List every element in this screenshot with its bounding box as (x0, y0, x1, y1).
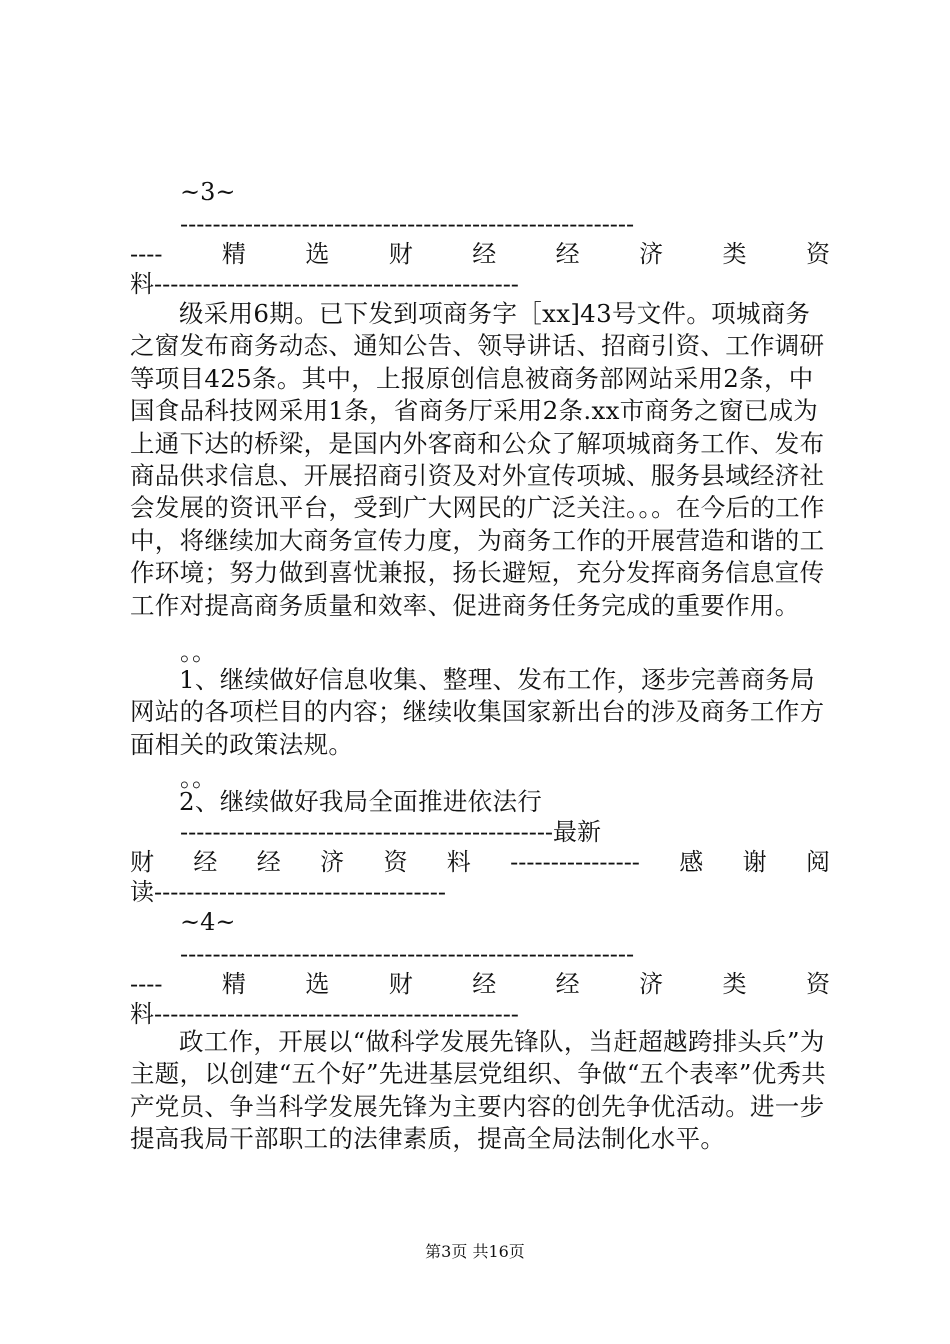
page-marker: ~3~ (180, 178, 236, 206)
header-title-char: 选 (305, 240, 330, 268)
header-title-char: 经 (555, 240, 580, 268)
header-title-char: 济 (639, 240, 664, 268)
footer-notice-char: 资 (383, 848, 408, 876)
footer-notice-char: 料 (446, 848, 471, 876)
header-title-char: 精 (221, 970, 246, 998)
footer-tail: 读------------------------------------ (130, 878, 446, 906)
footer-notice-char: 谢 (742, 848, 767, 876)
header-title-char: 资 (805, 970, 830, 998)
footer-notice-char: 阅 (805, 848, 830, 876)
header-title-char: ---- (130, 970, 163, 998)
paragraph-1: 级采用6期。已下发到项商务字［xx]43号文件。项城商务之窗发布商务动态、通知公告、领导讲话、招商引资、工作调研等项目425条。其中，上报原创信息被商务部网站采用2条，中国食品科技网采用1条，省商务厅采用2条.xx市商务之窗已成为上通下达的桥梁，是国内外客商和公众了解项城商务工作、发布商品供求信息、开展招商引资及对外宣传项城、服务县域经济社会发展的资讯平台，受到广大网民的广泛关注。。。在今后的工作中，将继续加大商务宣传力度，为商务工作的开展营造和谐的工作环境；努力做到喜忧兼报，扬长避短，充分发挥商务信息宣传工作对提高商务质量和效率、促进商务任务完成的重要作用。 (130, 299, 825, 620)
footer-notice-char: 经 (193, 848, 218, 876)
header-title (130, 238, 830, 270)
header-title-char: 济 (639, 970, 664, 998)
footer-notice-char: 济 (320, 848, 345, 876)
header-tail: 料--------------------------------------------- (130, 270, 519, 298)
footer-notice-char: 经 (256, 848, 281, 876)
header-tail: 料--------------------------------------------- (130, 1000, 519, 1028)
ellipsis-marks: 。。 (180, 638, 216, 666)
header-title-char: 类 (722, 240, 747, 268)
header-title-char: 选 (305, 970, 330, 998)
ellipsis-marks: 。。 (180, 764, 216, 792)
header-title-char: 经 (555, 970, 580, 998)
footer-notice-char: 感 (679, 848, 704, 876)
footer-notice (130, 846, 830, 878)
header-dashes: -------------------------------------------------------- (180, 940, 635, 968)
header-title-char: ---- (130, 240, 163, 268)
footer-dashes: ----------------------------------------------最新 (180, 818, 602, 846)
footer-notice-char: 财 (130, 848, 154, 876)
header-title-char: 财 (388, 240, 413, 268)
page-marker: ~4~ (180, 908, 236, 936)
header-title-char: 精 (221, 240, 246, 268)
footer-notice-char: ---------------- (510, 848, 640, 876)
header-title-char: 类 (722, 970, 747, 998)
paragraph-3: 2、继续做好我局全面推进依法行 (179, 787, 543, 816)
header-title (130, 968, 830, 1000)
header-title-char: 经 (472, 970, 497, 998)
page-number-footer: 第3页 共16页 (425, 1242, 525, 1261)
header-dashes: -------------------------------------------------------- (180, 210, 635, 238)
header-title-char: 经 (472, 240, 497, 268)
paragraph-2: 1、继续做好信息收集、整理、发布工作，逐步完善商务局网站的各项栏目的内容；继续收集国家新出台的涉及商务工作方面相关的政策法规。 (130, 665, 825, 759)
header-title-char: 财 (388, 970, 413, 998)
header-title-char: 资 (805, 240, 830, 268)
paragraph-4: 政工作，开展以“做科学发展先锋队，当赶超越跨排头兵”为主题，以创建“五个好”先进基层党组织、争做“五个表率”优秀共产党员、争当科学发展先锋为主要内容的创先争优活动。进一步提高我局干部职工的法律素质，提高全局法制化水平。 (130, 1027, 827, 1154)
